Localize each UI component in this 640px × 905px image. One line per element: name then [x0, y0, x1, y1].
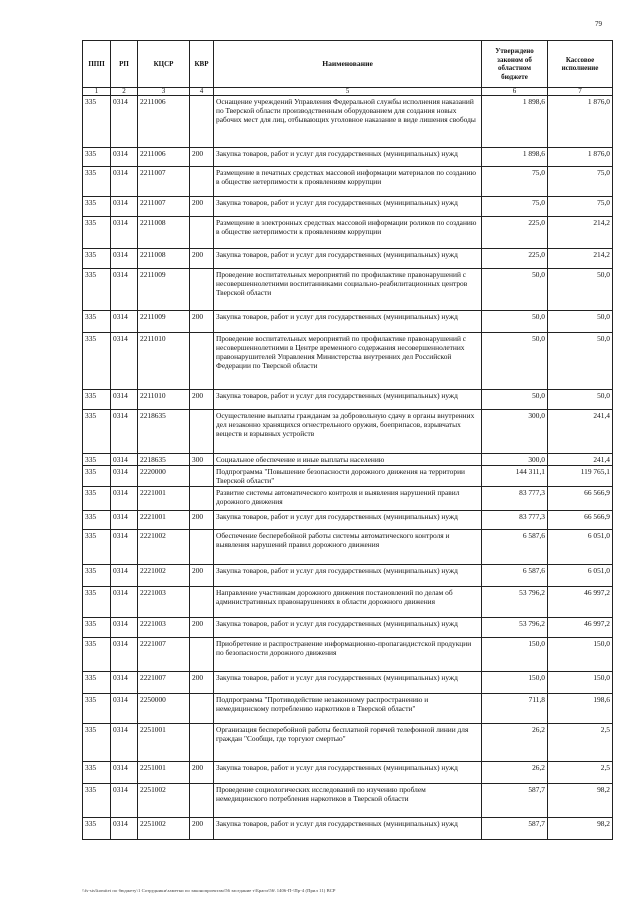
cell-kvr [190, 410, 214, 454]
cell-executed: 98,2 [548, 818, 613, 840]
cell-kcsr: 2220000 [138, 466, 190, 487]
cell-kcsr: 2211006 [138, 148, 190, 167]
column-number: 2 [111, 88, 138, 96]
cell-rp: 0314 [111, 565, 138, 587]
column-number-row [83, 88, 613, 96]
table-row [83, 672, 613, 694]
table-row [83, 724, 613, 762]
cell-name: Проведение воспитательных мероприятий по профилактике правонарушений с несовершеннолетними воспитанниками социально-реабилитационных центров Тверской области [214, 269, 482, 311]
cell-approved: 587,7 [482, 784, 548, 818]
cell-name: Размещение в электронных средствах массовой информации роликов по созданию в обществе нетерпимости к проявлениям коррупции [214, 217, 482, 249]
budget-table [82, 40, 613, 840]
cell-ppp: 335 [83, 148, 111, 167]
cell-kvr [190, 694, 214, 724]
cell-executed: 1 876,0 [548, 96, 613, 148]
cell-name: Закупка товаров, работ и услуг для государственных (муниципальных) нужд [214, 148, 482, 167]
cell-name: Проведение социологических исследований по изучению проблем немедицинского потребления наркотиков в Тверской области [214, 784, 482, 818]
cell-ppp: 335 [83, 269, 111, 311]
cell-approved: 6 587,6 [482, 530, 548, 565]
cell-rp: 0314 [111, 818, 138, 840]
cell-kvr [190, 167, 214, 197]
cell-kvr: 200 [190, 511, 214, 530]
cell-executed: 50,0 [548, 333, 613, 390]
cell-approved: 144 311,1 [482, 466, 548, 487]
cell-approved: 225,0 [482, 249, 548, 269]
cell-approved: 26,2 [482, 762, 548, 784]
cell-kvr: 200 [190, 197, 214, 217]
cell-kvr: 300 [190, 454, 214, 466]
cell-kcsr: 2221001 [138, 511, 190, 530]
cell-ppp: 335 [83, 454, 111, 466]
cell-kvr: 200 [190, 390, 214, 410]
cell-kvr: 200 [190, 762, 214, 784]
table-row [83, 96, 613, 148]
cell-approved: 50,0 [482, 311, 548, 333]
cell-approved: 50,0 [482, 390, 548, 410]
cell-rp: 0314 [111, 466, 138, 487]
cell-approved: 6 587,6 [482, 565, 548, 587]
cell-approved: 587,7 [482, 818, 548, 840]
table-row [83, 390, 613, 410]
cell-name: Закупка товаров, работ и услуг для государственных (муниципальных) нужд [214, 249, 482, 269]
cell-approved: 53 796,2 [482, 587, 548, 618]
table-row [83, 530, 613, 565]
cell-ppp: 335 [83, 818, 111, 840]
cell-kcsr: 2211009 [138, 269, 190, 311]
table-row [83, 587, 613, 618]
cell-approved: 300,0 [482, 410, 548, 454]
header-name: Наименование [214, 41, 482, 88]
cell-executed: 50,0 [548, 390, 613, 410]
cell-executed: 214,2 [548, 249, 613, 269]
cell-name: Закупка товаров, работ и услуг для государственных (муниципальных) нужд [214, 311, 482, 333]
cell-rp: 0314 [111, 217, 138, 249]
cell-executed: 66 566,9 [548, 511, 613, 530]
cell-kvr: 200 [190, 618, 214, 638]
cell-executed: 198,6 [548, 694, 613, 724]
header-approved: Утверждено законом об областном бюджете [482, 41, 548, 88]
cell-name: Закупка товаров, работ и услуг для государственных (муниципальных) нужд [214, 197, 482, 217]
cell-name: Закупка товаров, работ и услуг для государственных (муниципальных) нужд [214, 511, 482, 530]
table-row [83, 638, 613, 672]
header-executed: Кассовое исполнение [548, 41, 613, 88]
cell-kvr [190, 724, 214, 762]
cell-kvr [190, 96, 214, 148]
table-row [83, 311, 613, 333]
cell-kcsr: 2211007 [138, 197, 190, 217]
cell-kcsr: 2221003 [138, 587, 190, 618]
cell-kvr: 200 [190, 311, 214, 333]
cell-rp: 0314 [111, 511, 138, 530]
table-row [83, 694, 613, 724]
table-row [83, 487, 613, 511]
cell-rp: 0314 [111, 269, 138, 311]
cell-approved: 53 796,2 [482, 618, 548, 638]
cell-kcsr: 2211007 [138, 167, 190, 197]
cell-rp: 0314 [111, 148, 138, 167]
cell-ppp: 335 [83, 618, 111, 638]
cell-approved: 150,0 [482, 672, 548, 694]
table-row [83, 618, 613, 638]
cell-rp: 0314 [111, 762, 138, 784]
cell-kcsr: 2218635 [138, 410, 190, 454]
cell-ppp: 335 [83, 784, 111, 818]
cell-ppp: 335 [83, 197, 111, 217]
cell-kvr [190, 333, 214, 390]
cell-approved: 50,0 [482, 333, 548, 390]
cell-approved: 711,8 [482, 694, 548, 724]
cell-ppp: 335 [83, 167, 111, 197]
cell-name: Оснащение учреждений Управления Федеральной службы исполнения наказаний по Тверской области производственным оборудованием для создания новых рабочих мест для лиц, отбывающих уголовное наказание в виде лишения свободы [214, 96, 482, 148]
cell-approved: 1 898,6 [482, 148, 548, 167]
cell-executed: 66 566,9 [548, 487, 613, 511]
cell-kvr [190, 217, 214, 249]
cell-approved: 1 898,6 [482, 96, 548, 148]
cell-ppp: 335 [83, 96, 111, 148]
cell-kvr [190, 784, 214, 818]
cell-rp: 0314 [111, 197, 138, 217]
cell-name: Закупка товаров, работ и услуг для государственных (муниципальных) нужд [214, 818, 482, 840]
cell-kvr: 200 [190, 249, 214, 269]
cell-name: Развитие системы автоматического контроля и выявления нарушений правил дорожного движения [214, 487, 482, 511]
cell-kcsr: 2211010 [138, 390, 190, 410]
cell-ppp: 335 [83, 466, 111, 487]
table-row [83, 217, 613, 249]
cell-executed: 50,0 [548, 311, 613, 333]
cell-approved: 83 777,3 [482, 487, 548, 511]
cell-approved: 300,0 [482, 454, 548, 466]
cell-executed: 75,0 [548, 197, 613, 217]
cell-name: Закупка товаров, работ и услуг для государственных (муниципальных) нужд [214, 672, 482, 694]
cell-name: Закупка товаров, работ и услуг для государственных (муниципальных) нужд [214, 762, 482, 784]
cell-ppp: 335 [83, 217, 111, 249]
cell-kcsr: 2221001 [138, 487, 190, 511]
cell-approved: 75,0 [482, 197, 548, 217]
cell-name: Закупка товаров, работ и услуг для государственных (муниципальных) нужд [214, 390, 482, 410]
column-number: 5 [214, 88, 482, 96]
cell-name: Обеспечение бесперебойной работы системы автоматического контроля и выявления нарушений правил дорожного движения [214, 530, 482, 565]
cell-ppp: 335 [83, 638, 111, 672]
header-row [83, 41, 613, 88]
cell-rp: 0314 [111, 333, 138, 390]
cell-kcsr: 2251001 [138, 762, 190, 784]
cell-executed: 2,5 [548, 762, 613, 784]
cell-name: Закупка товаров, работ и услуг для государственных (муниципальных) нужд [214, 618, 482, 638]
cell-executed: 50,0 [548, 269, 613, 311]
cell-name: Подпрограмма "Повышение безопасности дорожного движения на территории Тверской области" [214, 466, 482, 487]
cell-rp: 0314 [111, 487, 138, 511]
column-number: 6 [482, 88, 548, 96]
cell-kcsr: 2251002 [138, 784, 190, 818]
cell-rp: 0314 [111, 410, 138, 454]
table-row [83, 410, 613, 454]
cell-kcsr: 2211009 [138, 311, 190, 333]
cell-kvr: 200 [190, 565, 214, 587]
cell-kcsr: 2221007 [138, 672, 190, 694]
cell-executed: 119 765,1 [548, 466, 613, 487]
cell-executed: 241,4 [548, 454, 613, 466]
cell-kvr: 200 [190, 818, 214, 840]
cell-executed: 2,5 [548, 724, 613, 762]
table-row [83, 167, 613, 197]
cell-rp: 0314 [111, 638, 138, 672]
cell-approved: 83 777,3 [482, 511, 548, 530]
cell-approved: 225,0 [482, 217, 548, 249]
table-row [83, 511, 613, 530]
cell-kcsr: 2211008 [138, 249, 190, 269]
cell-name: Организация бесперебойной работы бесплатной горячей телефонной линии для граждан "Сообщи, где торгуют смертью" [214, 724, 482, 762]
file-path-footer: \\fs-sts\komitet по бюджету\1 Сотрудники\заметки по законопроектам\56 заседание т\Браги\56\ 1406-П-\Пр-4 (Прил 11) ВСР [82, 888, 336, 893]
header-ppp: ППП [83, 41, 111, 88]
cell-name: Направление участникам дорожного движения постановлений по делам об административных правонарушениях в области дорожного движения [214, 587, 482, 618]
cell-kvr [190, 487, 214, 511]
cell-approved: 150,0 [482, 638, 548, 672]
cell-executed: 6 051,0 [548, 530, 613, 565]
cell-rp: 0314 [111, 724, 138, 762]
column-number: 4 [190, 88, 214, 96]
cell-executed: 75,0 [548, 167, 613, 197]
cell-kcsr: 2221003 [138, 618, 190, 638]
column-number: 7 [548, 88, 613, 96]
cell-name: Размещение в печатных средствах массовой информации материалов по созданию в обществе нетерпимости к проявлениям коррупции [214, 167, 482, 197]
cell-executed: 1 876,0 [548, 148, 613, 167]
page-number: 79 [595, 20, 602, 28]
cell-ppp: 335 [83, 694, 111, 724]
cell-ppp: 335 [83, 511, 111, 530]
cell-rp: 0314 [111, 390, 138, 410]
cell-executed: 150,0 [548, 638, 613, 672]
cell-name: Проведение воспитательных мероприятий по профилактике правонарушений с несовершеннолетними в Центре временного содержания несовершеннолетних правонарушителей Управления Министерства внутренних дел Российской Федерации по Тверской области [214, 333, 482, 390]
cell-rp: 0314 [111, 694, 138, 724]
table-row [83, 249, 613, 269]
cell-kvr [190, 530, 214, 565]
cell-ppp: 335 [83, 565, 111, 587]
table-row [83, 784, 613, 818]
cell-executed: 241,4 [548, 410, 613, 454]
cell-ppp: 335 [83, 724, 111, 762]
table-row [83, 565, 613, 587]
column-number: 3 [138, 88, 190, 96]
cell-rp: 0314 [111, 784, 138, 818]
cell-ppp: 335 [83, 587, 111, 618]
table-row [83, 454, 613, 466]
cell-kcsr: 2250000 [138, 694, 190, 724]
table-row [83, 333, 613, 390]
cell-approved: 50,0 [482, 269, 548, 311]
cell-kcsr: 2211008 [138, 217, 190, 249]
cell-rp: 0314 [111, 167, 138, 197]
cell-kcsr: 2251001 [138, 724, 190, 762]
cell-kvr: 200 [190, 672, 214, 694]
table-row [83, 466, 613, 487]
column-number: 1 [83, 88, 111, 96]
cell-kcsr: 2211010 [138, 333, 190, 390]
table-row [83, 269, 613, 311]
cell-kvr [190, 269, 214, 311]
cell-rp: 0314 [111, 618, 138, 638]
cell-name: Социальное обеспечение и иные выплаты населению [214, 454, 482, 466]
cell-rp: 0314 [111, 587, 138, 618]
cell-rp: 0314 [111, 311, 138, 333]
cell-executed: 46 997,2 [548, 587, 613, 618]
cell-name: Подпрограмма "Противодействие незаконному распространению и немедицинскому потреблению наркотиков в Тверской области" [214, 694, 482, 724]
cell-ppp: 335 [83, 530, 111, 565]
table-row [83, 818, 613, 840]
cell-name: Закупка товаров, работ и услуг для государственных (муниципальных) нужд [214, 565, 482, 587]
cell-kvr [190, 638, 214, 672]
table-row [83, 148, 613, 167]
cell-kvr [190, 587, 214, 618]
cell-kcsr: 2211006 [138, 96, 190, 148]
cell-kcsr: 2218635 [138, 454, 190, 466]
cell-rp: 0314 [111, 530, 138, 565]
cell-ppp: 335 [83, 333, 111, 390]
cell-rp: 0314 [111, 672, 138, 694]
cell-approved: 75,0 [482, 167, 548, 197]
cell-kcsr: 2221002 [138, 565, 190, 587]
table-row [83, 197, 613, 217]
cell-kcsr: 2251002 [138, 818, 190, 840]
cell-rp: 0314 [111, 96, 138, 148]
cell-kvr: 200 [190, 148, 214, 167]
cell-executed: 98,2 [548, 784, 613, 818]
cell-executed: 214,2 [548, 217, 613, 249]
cell-executed: 150,0 [548, 672, 613, 694]
cell-kcsr: 2221002 [138, 530, 190, 565]
cell-rp: 0314 [111, 249, 138, 269]
header-rp: РП [111, 41, 138, 88]
cell-name: Приобретение и распространение информационно-пропагандистской продукции по безопасности дорожного движения [214, 638, 482, 672]
cell-ppp: 335 [83, 410, 111, 454]
cell-kcsr: 2221007 [138, 638, 190, 672]
cell-executed: 6 051,0 [548, 565, 613, 587]
cell-kvr [190, 466, 214, 487]
cell-ppp: 335 [83, 762, 111, 784]
cell-ppp: 335 [83, 672, 111, 694]
cell-rp: 0314 [111, 454, 138, 466]
cell-ppp: 335 [83, 487, 111, 511]
header-kcsr: КЦСР [138, 41, 190, 88]
cell-approved: 26,2 [482, 724, 548, 762]
cell-ppp: 335 [83, 311, 111, 333]
cell-ppp: 335 [83, 390, 111, 410]
header-kvr: КВР [190, 41, 214, 88]
cell-ppp: 335 [83, 249, 111, 269]
cell-executed: 46 997,2 [548, 618, 613, 638]
table-row [83, 762, 613, 784]
cell-name: Осуществление выплаты гражданам за добровольную сдачу в органы внутренних дел незаконно хранящихся огнестрельного оружия, боеприпасов, взрывчатых веществ и взрывных устройств [214, 410, 482, 454]
